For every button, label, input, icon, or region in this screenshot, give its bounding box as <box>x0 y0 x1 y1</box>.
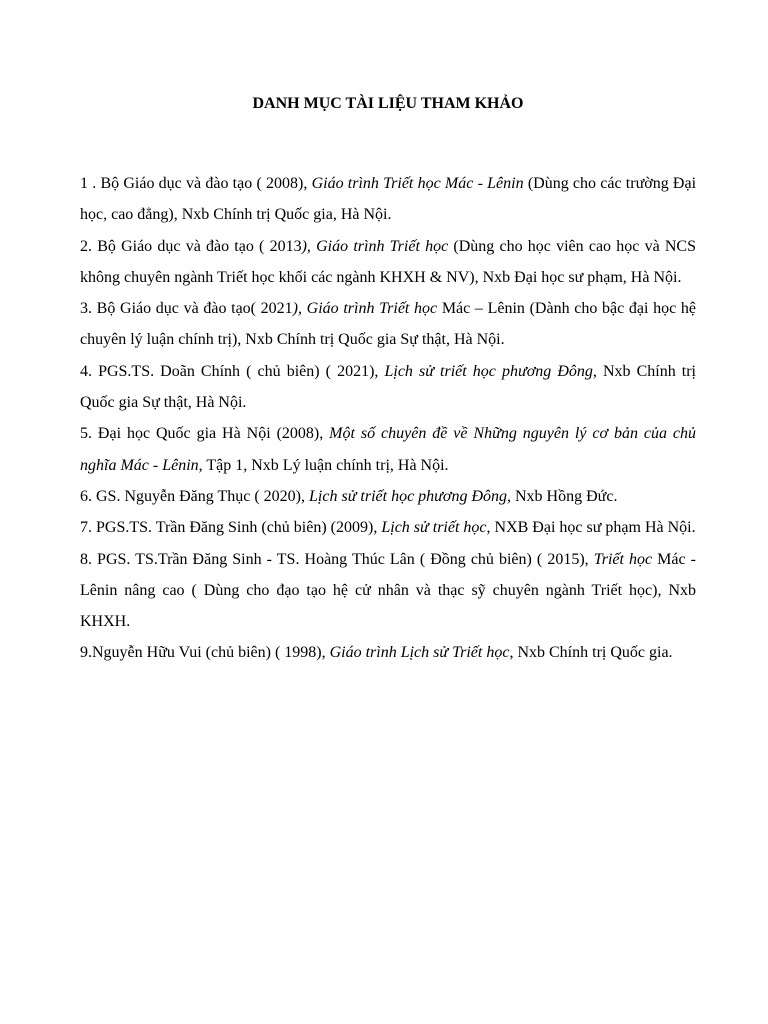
reference-title: Lịch sử triết học phương Đông <box>384 362 593 380</box>
reference-lead: 7. PGS.TS. Trần Đăng Sinh (chủ biên) (2009), <box>80 519 382 537</box>
reference-lead: 1 . Bộ Giáo dục và đào tạo ( 2008), <box>80 175 312 192</box>
reference-lead: 5. Đại học Quốc gia Hà Nội (2008), <box>80 425 330 443</box>
reference-title: Lịch sử triết học phương Đông <box>309 487 507 505</box>
reference-title: Giáo trình Triết học Mác - Lênin <box>311 175 524 192</box>
reference-lead: 3. Bộ Giáo dục và đào tạo( 2021 <box>80 300 293 318</box>
reference-lead: 8. PGS. TS.Trần Đăng Sinh - TS. Hoàng Thúc Lân ( Đồng chủ biên) ( 2015), <box>80 550 594 568</box>
reference-title: Lịch sử triết học <box>381 519 487 537</box>
reference-tail: , NXB Đại học sư phạm Hà Nội. <box>486 519 696 537</box>
reference-lead: 2. Bộ Giáo dục và đào tạo ( 2013 <box>80 237 302 255</box>
reference-title: Triết học <box>593 550 653 568</box>
reference-tail: Mác - Lênin nâng cao ( Dùng cho đạo tạo hệ cử nhân và thạc sỹ chuyên ngành Triết học), Nxb KHXH. <box>80 550 697 631</box>
reference-title: ), Giáo trình Triết học <box>292 300 438 318</box>
reference-tail: , Nxb Chính trị Quốc gia. <box>509 644 673 662</box>
reference-item <box>80 637 696 668</box>
reference-tail: (Dùng cho các trường Đại học, cao đẳng), Nxb Chính trị Quốc gia, Hà Nội. <box>80 175 697 224</box>
reference-tail: Tập 1, Nxb Lý luận chính trị, Hà Nội. <box>202 456 449 474</box>
reference-title: Một số chuyên đề về Những nguyên lý cơ bản của chủ nghĩa Mác - Lênin, <box>80 425 697 474</box>
reference-tail: (Dùng cho học viên cao học và NCS không chuyên ngành Triết học khối các ngành KHXH & NV), Nxb Đại học sư phạm, Hà Nội. <box>80 237 697 286</box>
reference-tail: , Nxb Chính trị Quốc gia Sự thật, Hà Nội. <box>80 362 697 412</box>
page-title: DANH MỤC TÀI LIỆU THAM KHẢO <box>252 95 524 112</box>
reference-item <box>80 293 696 356</box>
reference-lead: 6. GS. Nguyễn Đăng Thục ( 2020), <box>80 487 310 505</box>
reference-item <box>80 418 696 481</box>
reference-lead: 9.Nguyễn Hữu Vui (chủ biên) ( 1998), <box>80 644 330 662</box>
reference-item <box>80 168 696 231</box>
reference-lead: 4. PGS.TS. Doãn Chính ( chủ biên) ( 2021), <box>80 362 385 380</box>
reference-item <box>80 544 696 638</box>
reference-list <box>80 168 696 669</box>
reference-item <box>80 512 696 543</box>
reference-item <box>80 356 696 419</box>
reference-tail: Mác – Lênin (Dành cho bậc đại học hệ chuyên lý luận chính trị), Nxb Chính trị Quốc gia Sự thật, Hà Nội. <box>80 300 697 349</box>
reference-item <box>80 481 696 512</box>
reference-title: Giáo trình Lịch sử Triết học <box>329 644 510 662</box>
document-page <box>80 92 696 669</box>
reference-tail: , Nxb Hồng Đức. <box>507 487 618 505</box>
reference-title: ), Giáo trình Triết học <box>301 237 449 255</box>
reference-item <box>80 231 696 294</box>
